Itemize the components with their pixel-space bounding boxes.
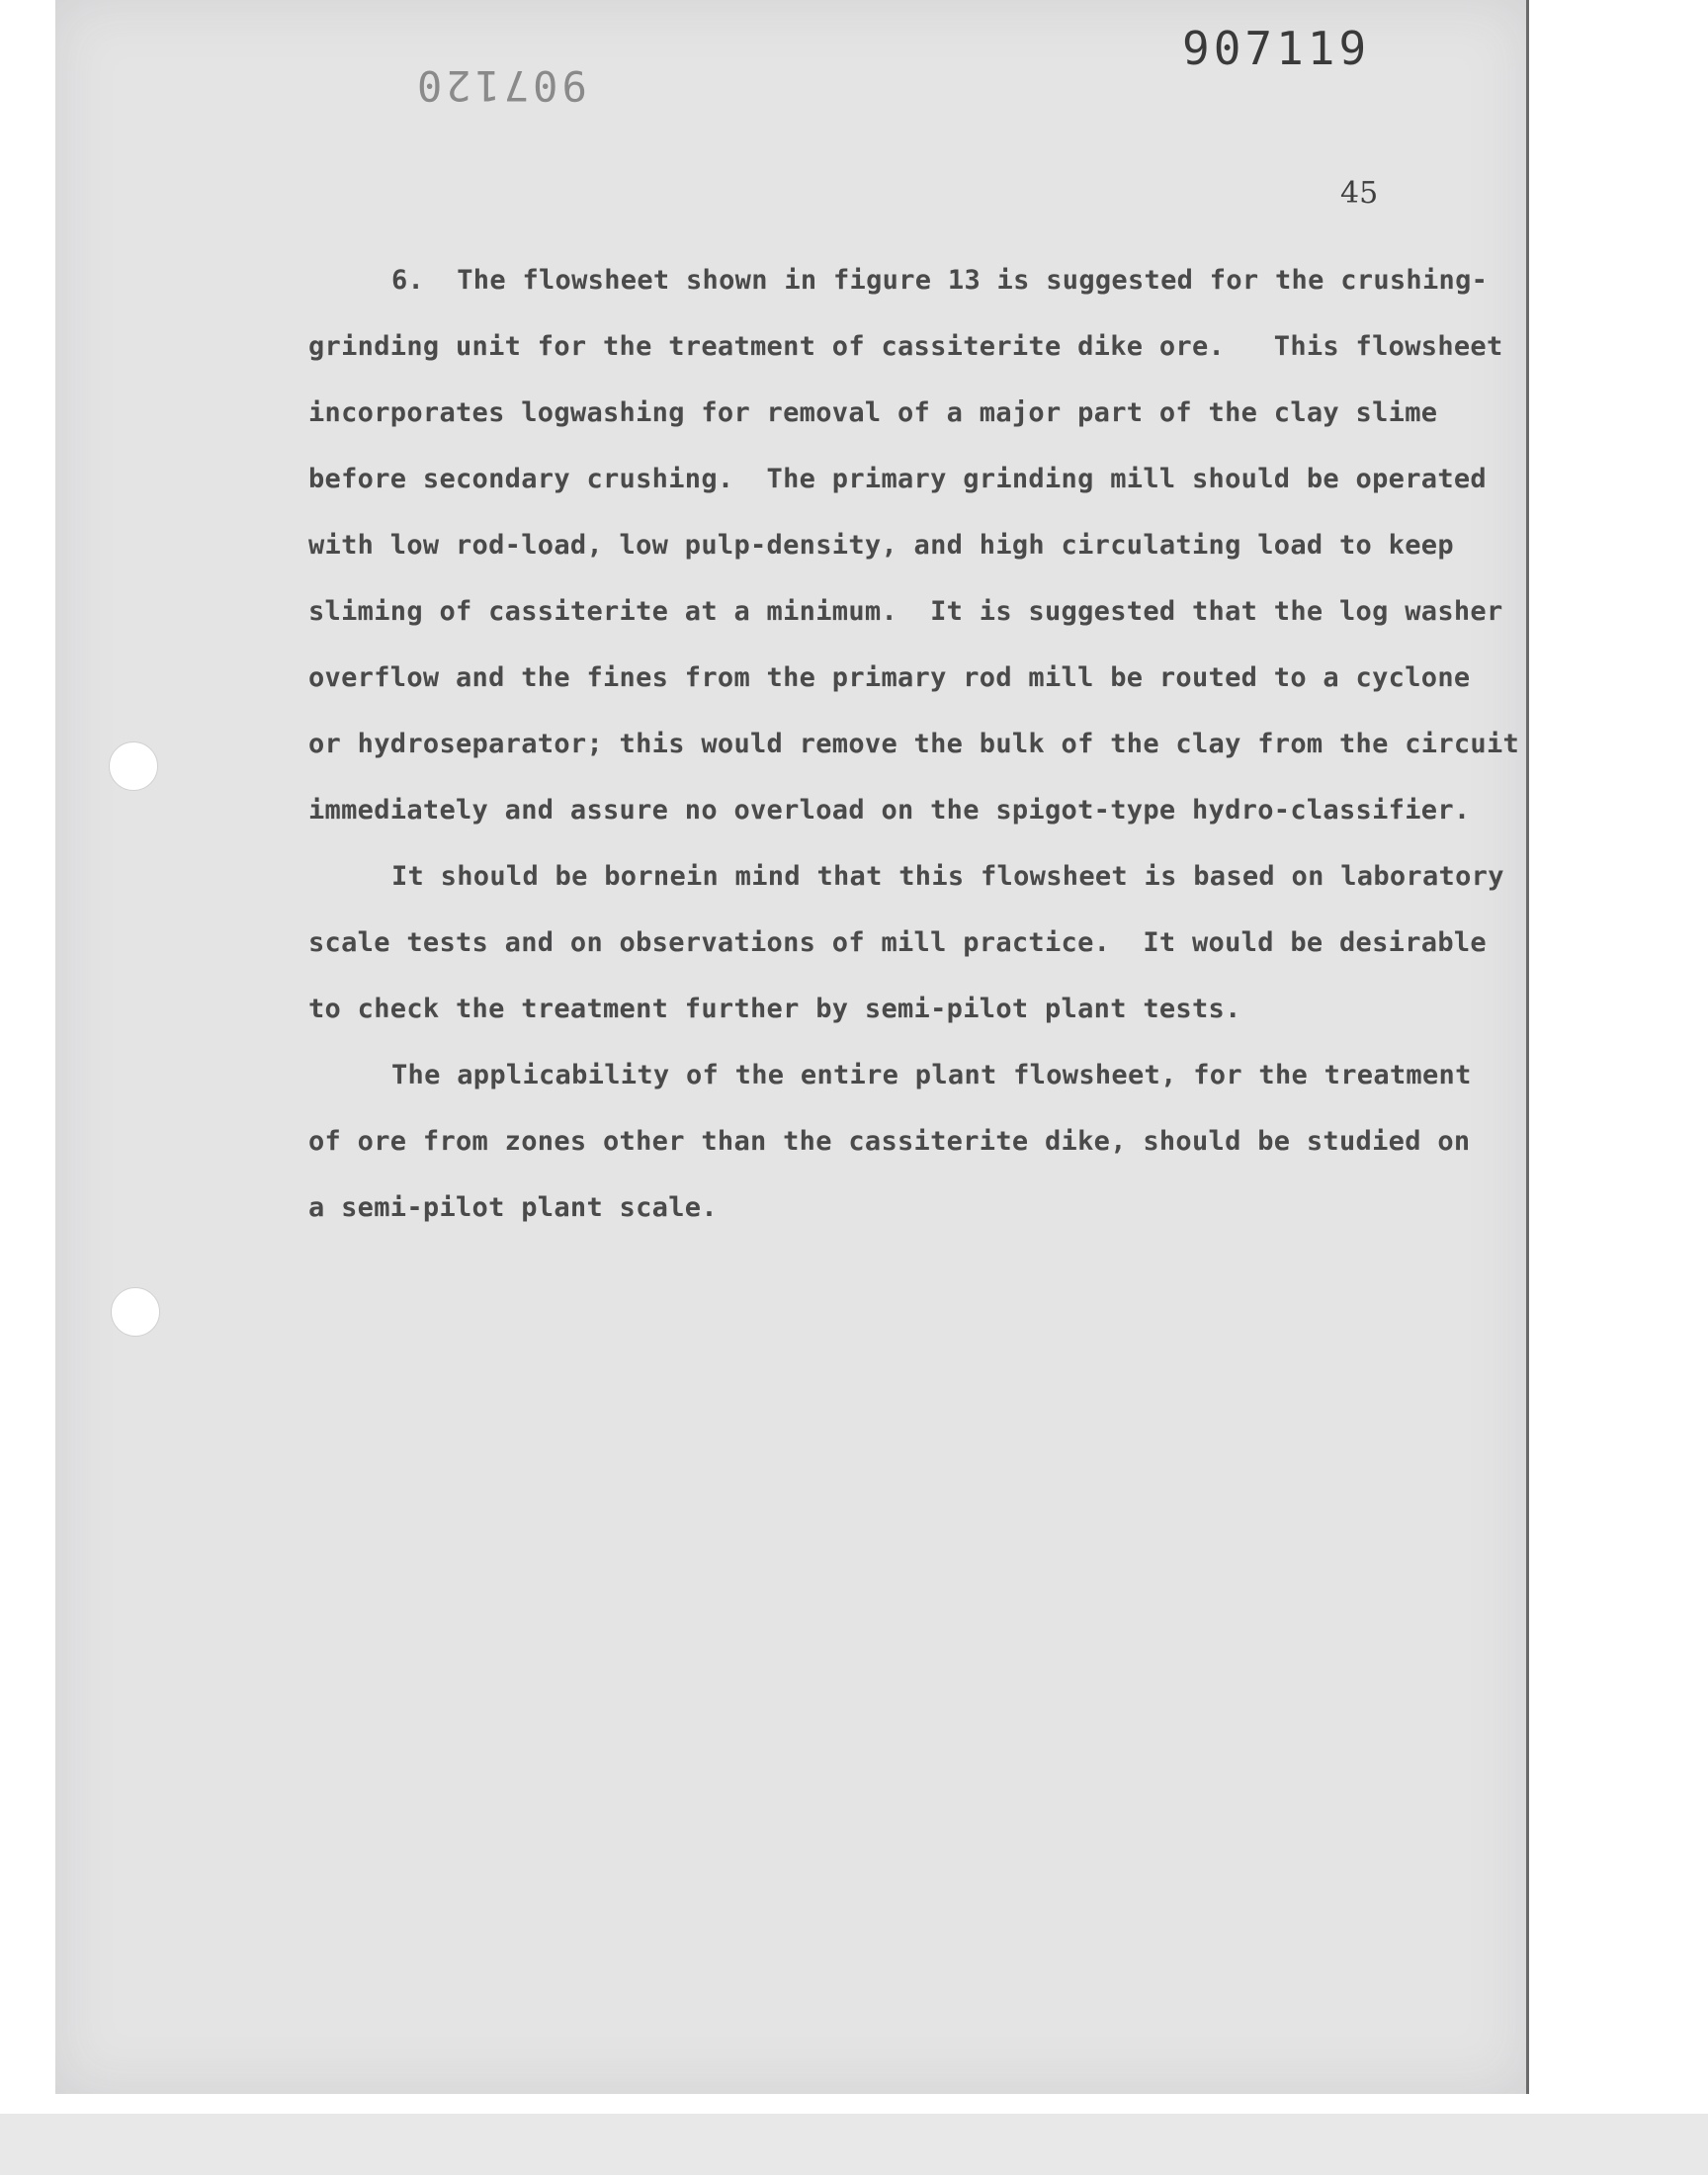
text-line: incorporates logwashing for removal of a major part of the clay slime xyxy=(308,397,1438,428)
punch-hole xyxy=(109,741,158,791)
text-line: of ore from zones other than the cassiterite dike, should be studied on xyxy=(308,1126,1471,1157)
text-line: to check the treatment further by semi-pilot plant tests. xyxy=(308,994,1241,1024)
paragraph xyxy=(308,247,1544,843)
paragraph xyxy=(308,1042,1544,1241)
text-line: immediately and assure no overload on the spigot-type hydro-classifier. xyxy=(308,795,1471,826)
text-line: The applicability of the entire plant flowsheet, for the treatment xyxy=(391,1060,1472,1090)
page-number: 45 xyxy=(1340,176,1379,211)
bleed-through-stamp: 907120 xyxy=(413,61,587,110)
text-line: grinding unit for the treatment of cassiterite dike ore. This flowsheet xyxy=(308,331,1503,362)
text-line: before secondary crushing. The primary grinding mill should be operated xyxy=(308,464,1487,494)
text-line: sliming of cassiterite at a minimum. It is suggested that the log washer xyxy=(308,596,1503,627)
text-line: overflow and the fines from the primary rod mill be routed to a cyclone xyxy=(308,662,1471,693)
text-line: a semi-pilot plant scale. xyxy=(308,1192,718,1223)
text-line: with low rod-load, low pulp-density, and high circulating load to keep xyxy=(308,530,1454,561)
punch-hole xyxy=(111,1287,160,1337)
document-body xyxy=(308,247,1544,1241)
text-line: 6. The flowsheet shown in figure 13 is suggested for the crushing- xyxy=(391,265,1489,296)
paragraph xyxy=(308,843,1544,1042)
text-line: or hydroseparator; this would remove the bulk of the clay from the circuit xyxy=(308,729,1520,759)
scan-bottom-band xyxy=(0,2114,1708,2175)
document-number-stamp: 907119 xyxy=(1182,22,1371,75)
text-line: scale tests and on observations of mill practice. It would be desirable xyxy=(308,927,1487,958)
text-line: It should be bornein mind that this flowsheet is based on laboratory xyxy=(391,861,1504,892)
